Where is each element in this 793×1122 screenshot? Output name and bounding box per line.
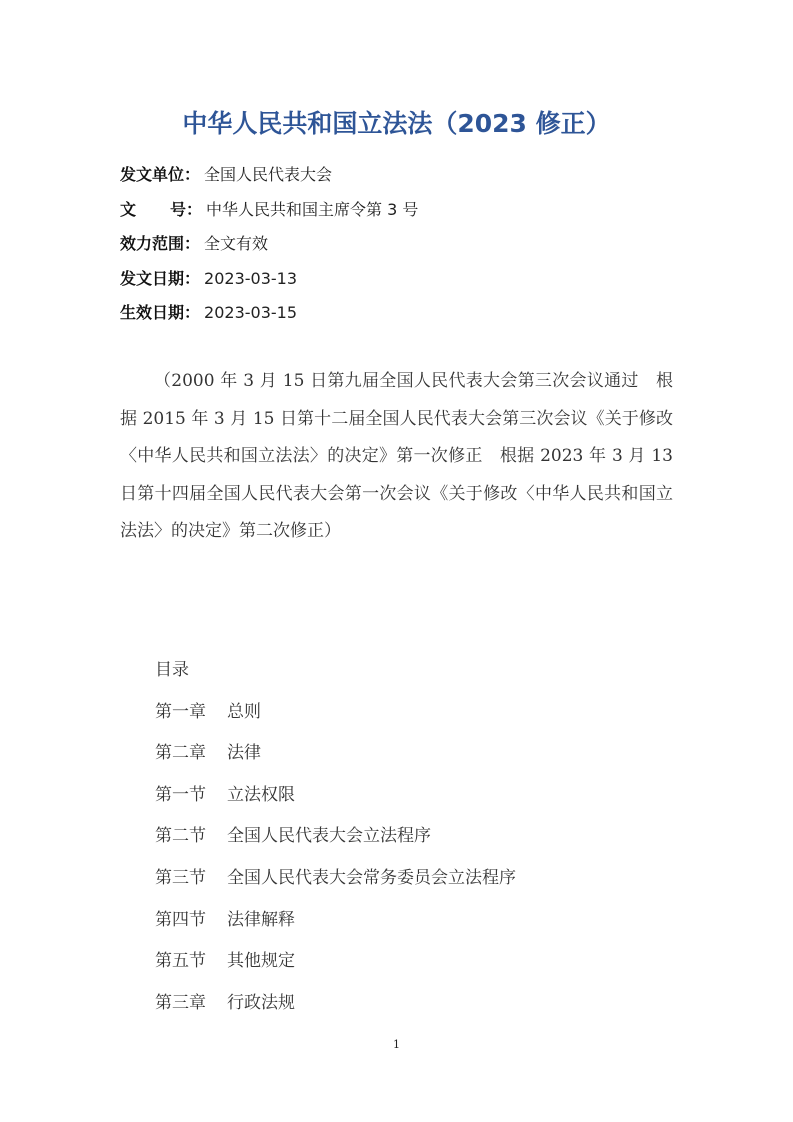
toc-item [155, 858, 516, 900]
meta-colon: ： [184, 268, 201, 288]
meta-colon: ： [186, 199, 203, 219]
toc-item [155, 775, 516, 817]
meta-colon: ： [184, 165, 201, 185]
toc-heading: 目录 [155, 660, 189, 680]
toc-item-number: 第一章 [155, 701, 206, 722]
toc-item-name: 行政法规 [227, 992, 295, 1013]
toc-item-name: 全国人民代表大会立法程序 [227, 826, 431, 847]
meta-label: 发文单位 [120, 165, 185, 185]
meta-row-issue-date [120, 262, 418, 297]
toc-item [155, 941, 516, 983]
toc-item-number: 第三节 [155, 867, 206, 888]
metadata-block [120, 158, 418, 331]
toc-item [155, 692, 516, 734]
toc-item-name: 全国人民代表大会常务委员会立法程序 [227, 867, 516, 888]
meta-row-effective-date [120, 296, 418, 331]
toc-item [155, 733, 516, 775]
meta-row-document-number [120, 193, 418, 228]
meta-value: 2023-03-13 [204, 268, 298, 288]
meta-colon: ： [184, 303, 201, 323]
toc-item-name: 法律 [227, 743, 261, 764]
toc-item-number: 第四节 [155, 909, 206, 930]
toc-item-name: 其他规定 [227, 951, 295, 972]
meta-row-issuer [120, 158, 418, 193]
toc-item-name: 法律解释 [227, 909, 295, 930]
toc-item-number: 第二节 [155, 826, 206, 847]
toc-item-name: 立法权限 [227, 784, 295, 805]
meta-label: 效力范围 [120, 234, 185, 254]
meta-label-char: 号 [169, 199, 186, 219]
meta-label-char: 文 [120, 199, 137, 219]
meta-value: 全国人民代表大会 [204, 165, 333, 185]
meta-value: 全文有效 [204, 234, 269, 254]
meta-colon: ： [184, 234, 201, 254]
amendment-history-paragraph: （2000 年 3 月 15 日第九届全国人民代表大会第三次会议通过 根据 2015 年 3 月 15 日第十二届全国人民代表大会第三次会议《关于修改〈中华人民共和国立法法〉的决定》第一次修正 根据 2023 年 3 月 13 日第十四届全国人民代表大会第一次会议《关于修改〈中华人民共和国立法法〉的决定》第二次修正） [120, 371, 673, 541]
toc-item-name: 总则 [227, 701, 261, 722]
meta-row-scope [120, 227, 418, 262]
meta-value: 2023-03-15 [204, 303, 298, 323]
meta-value: 中华人民共和国主席令第 3 号 [206, 199, 419, 219]
toc-item [155, 816, 516, 858]
meta-label: 发文日期 [120, 268, 185, 288]
toc-item-number: 第一节 [155, 784, 206, 805]
toc-item [155, 900, 516, 942]
toc-item-number: 第五节 [155, 951, 206, 972]
toc-item [155, 983, 516, 1025]
document-title: 中华人民共和国立法法（2023 修正） [182, 109, 611, 138]
toc-item-number: 第二章 [155, 743, 206, 764]
toc-item-number: 第三章 [155, 992, 206, 1013]
meta-label: 生效日期 [120, 303, 185, 323]
meta-label [120, 199, 186, 221]
table-of-contents [155, 650, 516, 1024]
page-number: 1 [393, 1038, 400, 1051]
